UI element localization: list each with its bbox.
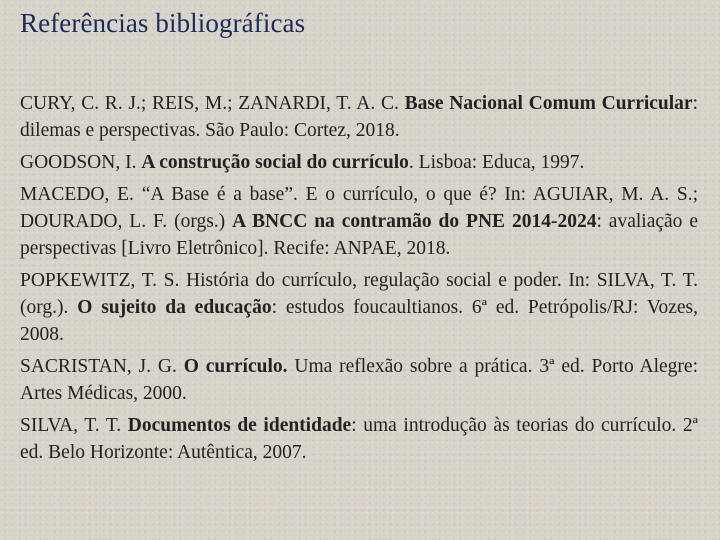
reference-bold-title: Base Nacional Comum Curricular	[404, 93, 693, 114]
reference-text: GOODSON, I.	[20, 152, 142, 173]
reference-item	[20, 353, 698, 407]
reference-text: : dilemas e perspectivas. São Paulo: Cortez, 2018.	[20, 93, 699, 141]
reference-text: SACRISTAN, J. G.	[20, 356, 184, 377]
page-title: Referências bibliográficas	[20, 8, 306, 38]
reference-text: : uma introdução às teorias do currículo. 2ª ed. Belo Horizonte: Autêntica, 2007.	[20, 415, 698, 463]
reference-text: : estudos foucaultianos. 6ª ed. Petrópolis/RJ: Vozes, 2008.	[20, 297, 698, 345]
reference-item	[20, 149, 698, 176]
reference-list	[20, 90, 698, 471]
reference-item	[20, 181, 698, 262]
reference-item	[20, 267, 698, 348]
reference-bold-title: A construção social do currículo	[141, 152, 409, 173]
reference-text: : avaliação e perspectivas [Livro Eletrônico]. Recife: ANPAE, 2018.	[20, 211, 698, 259]
reference-text: . Lisboa: Educa, 1997.	[408, 152, 585, 173]
reference-bold-title: O currículo.	[183, 356, 288, 377]
reference-text: Uma reflexão sobre a prática. 3ª ed. Porto Alegre: Artes Médicas, 2000.	[20, 356, 698, 404]
reference-bold-title: A BNCC na contramão do PNE 2014-2024	[232, 211, 597, 232]
reference-item	[20, 90, 698, 144]
reference-text: CURY, C. R. J.; REIS, M.; ZANARDI, T. A. C.	[20, 93, 405, 114]
reference-bold-title: Documentos de identidade	[127, 415, 352, 436]
reference-text: MACEDO, E. “A Base é a base”. E o currículo, o que é? In: AGUIAR, M. A. S.; DOURADO, L. F. (orgs.)	[20, 184, 698, 232]
reference-text: POPKEWITZ, T. S. História do currículo, regulação social e poder. In: SILVA, T. T. (org.).	[20, 270, 698, 318]
reference-item	[20, 412, 698, 466]
reference-text: SILVA, T. T.	[20, 415, 128, 436]
reference-bold-title: O sujeito da educação	[77, 297, 272, 318]
